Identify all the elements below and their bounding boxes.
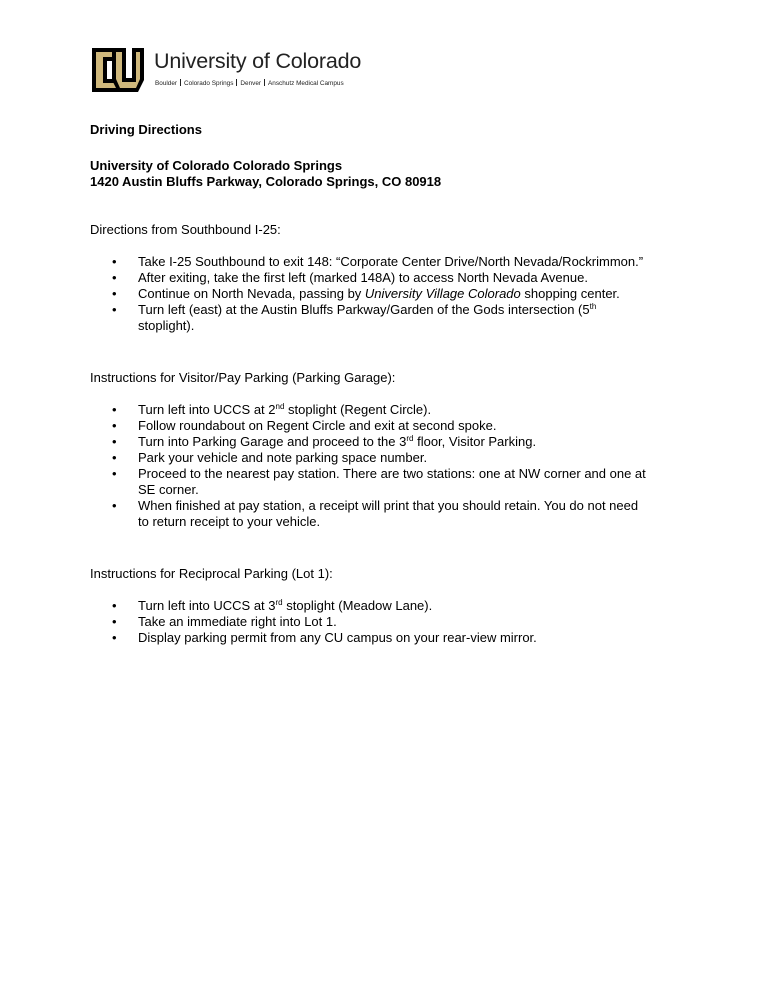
directions-list: [90, 254, 690, 334]
campus-colorado-springs: Colorado Springs: [184, 80, 234, 87]
list-item: [90, 498, 690, 530]
header: [90, 44, 690, 100]
list-item: [90, 286, 690, 302]
item-text: Take an immediate right into Lot 1.: [138, 614, 337, 629]
visitor-parking-list: [90, 402, 690, 530]
reciprocal-parking-list: [90, 598, 690, 646]
ordinal-suffix: nd: [275, 402, 285, 411]
bullet-icon: •: [112, 614, 117, 629]
ordinal-suffix: rd: [406, 434, 414, 443]
item-text-continuation: stoplight).: [138, 318, 195, 333]
campus-address: [90, 158, 441, 190]
ordinal-suffix: rd: [275, 598, 283, 607]
item-text: Turn left into UCCS at 2: [138, 402, 276, 417]
bullet-icon: •: [112, 498, 117, 513]
section-heading-directions: Directions from Southbound I-25:: [90, 222, 281, 237]
item-text: Turn into Parking Garage and proceed to the 3: [138, 434, 407, 449]
item-text-continuation: to return receipt to your vehicle.: [138, 514, 321, 529]
bullet-icon: •: [112, 302, 117, 317]
list-item: [90, 418, 690, 434]
item-text: Take I-25 Southbound to exit 148: “Corporate Center Drive/North Nevada/Rockrimmon.”: [138, 254, 644, 269]
list-item: [90, 434, 690, 450]
campus-list: [155, 79, 344, 87]
item-text: Turn left (east) at the Austin Bluffs Parkway/Garden of the Gods intersection (5: [138, 302, 590, 317]
cu-logo-icon: [90, 44, 146, 96]
bullet-icon: •: [112, 630, 117, 645]
emphasized-text: University Village Colorado: [364, 286, 521, 301]
item-text: Continue on North Nevada, passing by: [138, 286, 365, 301]
address-line-2: 1420 Austin Bluffs Parkway, Colorado Springs, CO 80918: [90, 174, 442, 189]
list-item: [90, 302, 690, 334]
list-item: [90, 466, 690, 498]
bullet-icon: •: [112, 402, 117, 417]
bullet-icon: •: [112, 254, 117, 269]
list-item: [90, 270, 690, 286]
item-text: stoplight (Meadow Lane).: [282, 598, 433, 613]
bullet-icon: •: [112, 450, 117, 465]
bullet-icon: •: [112, 466, 117, 481]
bullet-icon: •: [112, 286, 117, 301]
item-text: Proceed to the nearest pay station. There are two stations: one at NW corner and one at: [138, 466, 646, 481]
item-text-continuation: SE corner.: [138, 482, 199, 497]
list-item: [90, 402, 690, 418]
list-item: [90, 614, 690, 630]
document-title: Driving Directions: [90, 122, 202, 137]
item-text: stoplight (Regent Circle).: [284, 402, 432, 417]
campus-denver: Denver: [240, 80, 262, 87]
list-item: [90, 598, 690, 614]
ordinal-suffix: th: [589, 302, 597, 311]
bullet-icon: •: [112, 598, 117, 613]
address-line-1: University of Colorado Colorado Springs: [90, 158, 343, 173]
bullet-icon: •: [112, 434, 117, 449]
section-heading-reciprocal-parking: Instructions for Reciprocal Parking (Lot 1):: [90, 566, 333, 581]
item-text: Display parking permit from any CU campus on your rear-view mirror.: [138, 630, 537, 645]
item-text: When finished at pay station, a receipt will print that you should retain. You do not need: [138, 498, 639, 513]
bullet-icon: •: [112, 270, 117, 285]
item-text: floor, Visitor Parking.: [413, 434, 537, 449]
section-heading-visitor-parking: Instructions for Visitor/Pay Parking (Parking Garage):: [90, 370, 396, 385]
item-text: Park your vehicle and note parking space number.: [138, 450, 428, 465]
bullet-icon: •: [112, 418, 117, 433]
list-item: [90, 450, 690, 466]
item-text: Turn left into UCCS at 3: [138, 598, 276, 613]
item-text: Follow roundabout on Regent Circle and exit at second spoke.: [138, 418, 497, 433]
campus-anschutz: Anschutz Medical Campus: [268, 80, 344, 87]
list-item: [90, 254, 690, 270]
university-wordmark: University of Colorado: [154, 49, 362, 73]
list-item: [90, 630, 690, 646]
item-text: After exiting, take the first left (marked 148A) to access North Nevada Avenue.: [138, 270, 588, 285]
item-text: shopping center.: [520, 286, 620, 301]
campus-boulder: Boulder: [155, 80, 178, 87]
